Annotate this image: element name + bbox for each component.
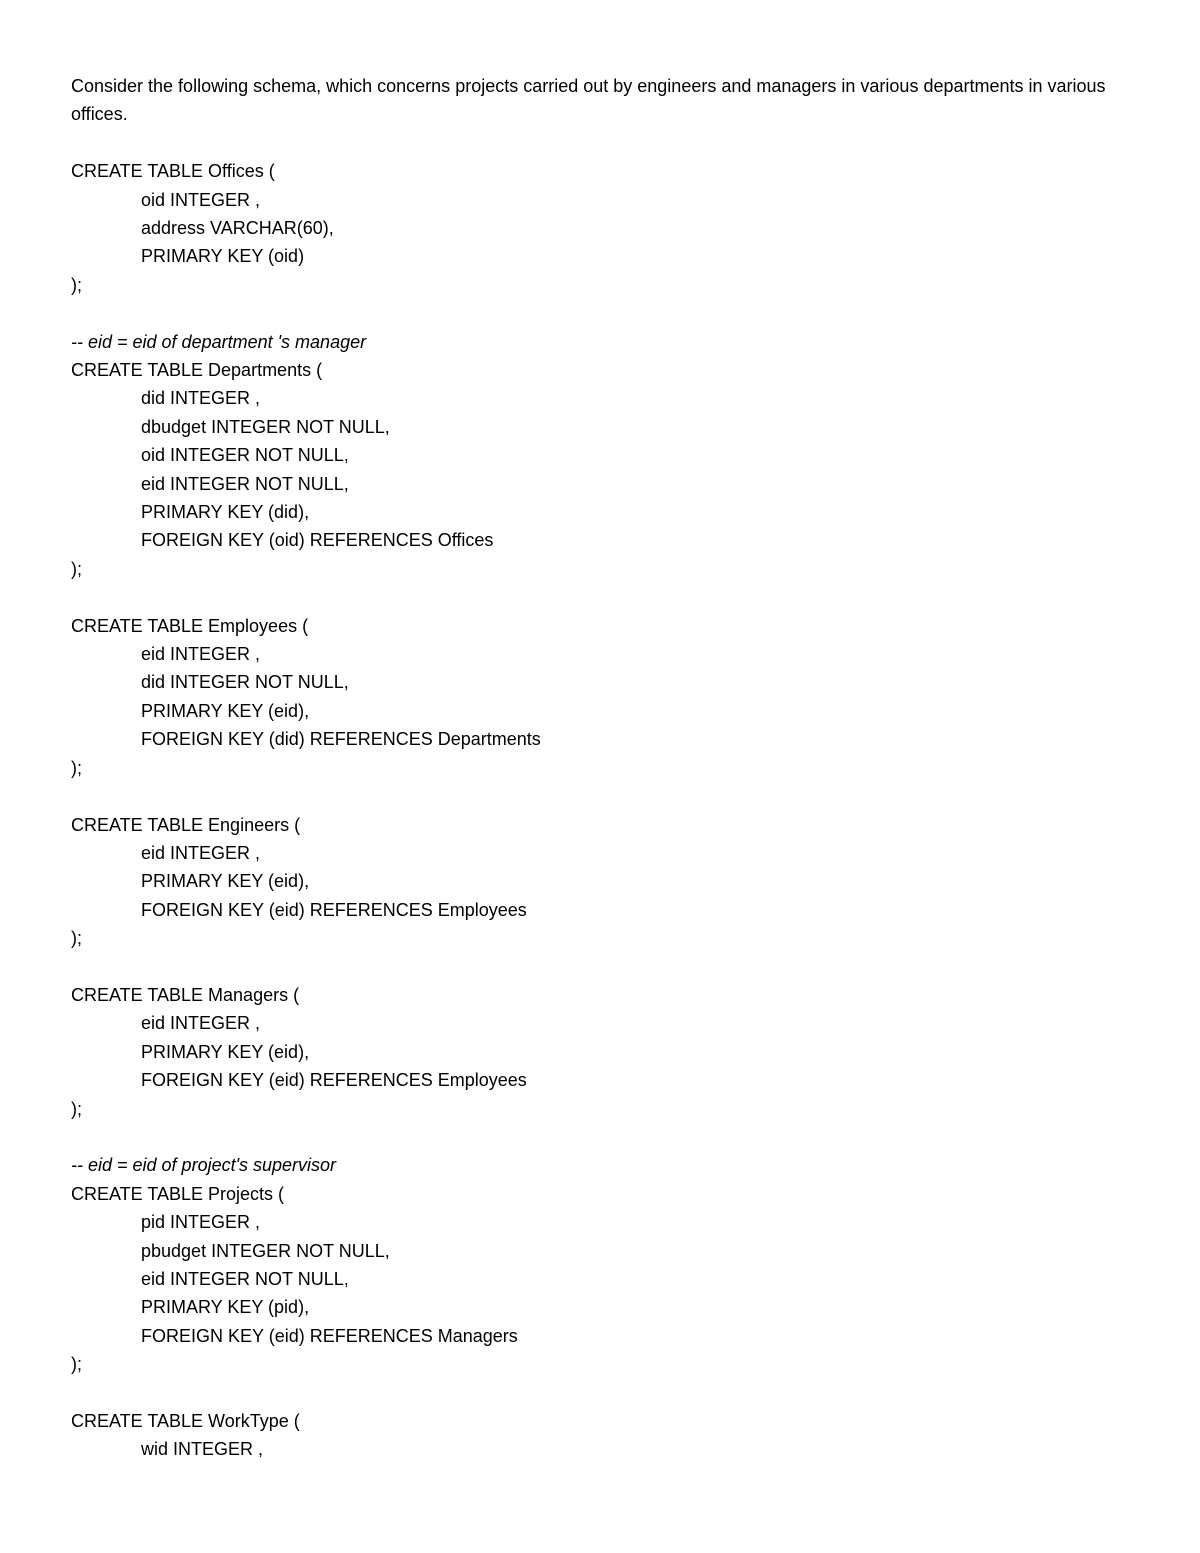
column-definition: pbudget INTEGER NOT NULL, [141, 1240, 390, 1261]
column-definition: PRIMARY KEY (pid), [141, 1297, 310, 1318]
closing-paren: ); [71, 558, 82, 579]
column-definition: PRIMARY KEY (eid), [141, 871, 310, 892]
sql-comment: -- eid = eid of project's supervisor [71, 1155, 337, 1176]
column-definition: eid INTEGER , [141, 644, 261, 665]
column-definition: PRIMARY KEY (did), [141, 502, 310, 523]
column-definition: dbudget INTEGER NOT NULL, [141, 416, 390, 437]
document-body [71, 72, 1141, 1464]
column-definition: did INTEGER NOT NULL, [141, 672, 349, 693]
column-definition: oid INTEGER , [141, 189, 261, 210]
column-definition: PRIMARY KEY (eid), [141, 1041, 310, 1062]
column-definition: eid INTEGER , [141, 842, 261, 863]
schema-blocks [71, 157, 1141, 1464]
column-definition: FOREIGN KEY (did) REFERENCES Departments [141, 729, 541, 750]
create-table-statement: CREATE TABLE Offices ( [71, 161, 275, 182]
create-table-block [71, 328, 1141, 584]
create-table-statement: CREATE TABLE WorkType ( [71, 1410, 300, 1431]
column-definition: pid INTEGER , [141, 1212, 261, 1233]
sql-comment: -- eid = eid of department 's manager [71, 331, 367, 352]
create-table-statement: CREATE TABLE Employees ( [71, 615, 309, 636]
create-table-block [71, 157, 1141, 299]
column-definition: oid INTEGER NOT NULL, [141, 445, 349, 466]
create-table-block [71, 1407, 1141, 1464]
create-table-statement: CREATE TABLE Engineers ( [71, 814, 301, 835]
column-definition: address VARCHAR(60), [141, 218, 334, 239]
closing-paren: ); [71, 274, 82, 295]
create-table-statement: CREATE TABLE Departments ( [71, 360, 323, 381]
create-table-statement: CREATE TABLE Projects ( [71, 1183, 285, 1204]
column-definition: PRIMARY KEY (oid) [141, 246, 305, 267]
column-definition: eid INTEGER , [141, 1013, 261, 1034]
create-table-block [71, 981, 1141, 1123]
column-definition: did INTEGER , [141, 388, 261, 409]
closing-paren: ); [71, 1098, 82, 1119]
column-definition: FOREIGN KEY (oid) REFERENCES Offices [141, 530, 494, 551]
column-definition: FOREIGN KEY (eid) REFERENCES Managers [141, 1325, 518, 1346]
intro-paragraph: Consider the following schema, which concerns projects carried out by engineers and managers in various departments in various offices. [71, 76, 1106, 125]
column-definition: wid INTEGER , [141, 1439, 264, 1460]
closing-paren: ); [71, 1354, 82, 1375]
create-table-block [71, 612, 1141, 782]
column-definition: FOREIGN KEY (eid) REFERENCES Employees [141, 1070, 527, 1091]
column-definition: eid INTEGER NOT NULL, [141, 1268, 349, 1289]
create-table-statement: CREATE TABLE Managers ( [71, 984, 300, 1005]
closing-paren: ); [71, 757, 82, 778]
create-table-block [71, 1151, 1141, 1378]
closing-paren: ); [71, 928, 82, 949]
create-table-block [71, 811, 1141, 953]
column-definition: PRIMARY KEY (eid), [141, 700, 310, 721]
column-definition: FOREIGN KEY (eid) REFERENCES Employees [141, 899, 527, 920]
column-definition: eid INTEGER NOT NULL, [141, 473, 349, 494]
